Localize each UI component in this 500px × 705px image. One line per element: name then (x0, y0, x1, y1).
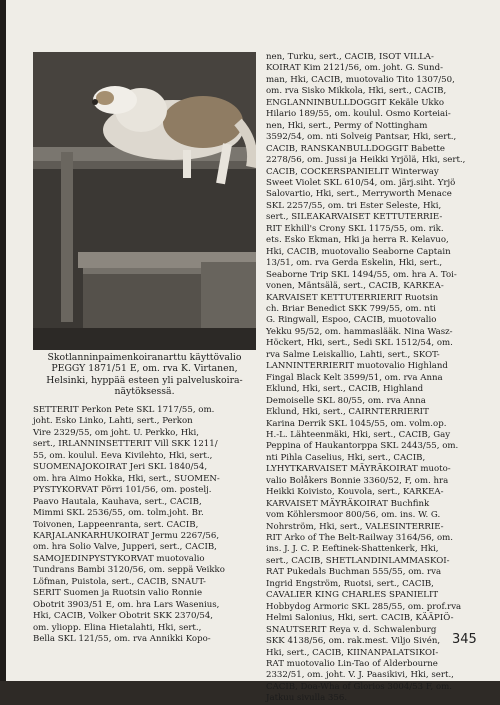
text-line: sert., SILEAKARVAISET KETTUTERRIE- (266, 212, 443, 223)
caption-line: Skotlanninpaimenkoiranarttu käyttövalio (47, 352, 242, 363)
text-line: 2332/51, om. joht. V. J. Paasikivi, Hki, sert., (266, 670, 454, 681)
text-line: 13/51, om. rva Gerda Eskelin, Hki, sert., (266, 258, 443, 269)
text-line: Seaborne Trip SKL 1494/55, om. hra A. Toi- (266, 269, 457, 280)
text-line: Hki, sert., CACIB, KIINANPALATSIKOI- (266, 647, 439, 658)
caption-line: näytöksessä. (114, 386, 175, 398)
text-line: SNAUTSERIT Reya v. d. Schwalenburg (266, 624, 437, 635)
text-line: CACIB, RANSKANBULLDOGGIT Babette (266, 143, 445, 154)
text-line: 3592/54, om. nti Solveig Pantsar, Hki, sert., (266, 132, 457, 143)
text-line: valio Bolåkers Bonnie 3360/52, F, om. hra (266, 475, 449, 486)
text-line: Toivonen, Lappeenranta, sert. CACIB, (33, 519, 199, 530)
text-line: KARJALANKARHUKOIRAT Jermu 2267/56, (33, 530, 220, 541)
page-number: 345 (452, 632, 477, 647)
text-line: 2278/56, om. Jussi ja Heikki Yrjölä, Hki, sert., (266, 155, 466, 166)
text-line: SKK 4138/56, om. rak.mest. Viljo Sivén, (266, 636, 441, 647)
text-line: Sweet Violet SKL 610/54, om. järj.siht. Yrjö (266, 177, 456, 188)
text-line: CACIB, Doa-Wha of Glorios 3004/53 F, om. (266, 681, 452, 692)
text-line: joht. Esko Linko, Lahti, sert., Perkon (33, 416, 193, 427)
text-line: nen, Hki, sert., Permy of Nottingham (266, 120, 428, 131)
text-line: SERIT Suomen ja Ruotsin valio Ronnie (33, 588, 203, 599)
text-line: ets. Esko Ekman, Hki ja herra R. Kelavuo, (266, 235, 449, 246)
left-text-column (33, 405, 257, 646)
text-line: Löfman, Puistola, sert., CACIB, SNAUT- (33, 576, 206, 587)
text-line: Bella SKL 121/55, om. rva Annikki Kopo- (33, 634, 211, 645)
text-line: G. Ringwall, Espoo, CACIB, muotovalio (266, 315, 437, 326)
text-line: Hki, CACIB, muotovalio Seaborne Captain (266, 246, 451, 257)
text-line: Eklund, Hki, sert., CAIRNTERRIERIT (266, 407, 429, 418)
caption-line: Helsinki, hyppää esteen yli palveluskoira- (46, 374, 243, 386)
text-line: sert., CACIB, SHETLANDINLAMMASKOI- (266, 555, 450, 566)
text-line: RIT Arko of The Belt-Railway 3164/56, om. (266, 533, 454, 544)
text-line: Vire 2329/55, om joht. U. Perkko, Hki, (33, 427, 199, 438)
text-line: H.-L. Lähteenmäki, Hki, sert., CACIB, Gay (266, 429, 451, 440)
text-line: Hki, CACIB, Volker Obotrit SKK 2370/54, (33, 611, 214, 622)
collie-jumping-illustration (33, 52, 256, 350)
right-text-column (266, 52, 476, 705)
text-line: Fingal Black Kelt 3599/51, om. rva Anna (266, 372, 443, 383)
text-line: nen, Turku, sert., CACIB, ISOT VILLA- (266, 52, 434, 62)
caption-line: PEGGY 1871/51 E, om. rva K. Virtanen, (51, 363, 238, 375)
text-line: Heikki Koivisto, Kouvola, sert., KARKEA- (266, 487, 444, 498)
text-line: Hilario 189/55, om. koulul. Osmo Korteiai- (266, 109, 451, 120)
text-line: vonen, Mäntsälä, sert., CACIB, KARKEA- (266, 281, 444, 292)
text-line: Peppina of Haukantorppa SKL 2443/55, om. (266, 441, 459, 452)
text-line: Karina Derrik SKL 1045/55, om. volm.op. (266, 418, 447, 429)
photo-caption (33, 352, 256, 398)
text-line: SKL 2257/55, om. tri Ester Seleste, Hki, (266, 200, 442, 211)
text-line: Mimmi SKL 2536/55, om. tolm.joht. Br. (33, 508, 204, 519)
text-line: ENGLANNINBULLDOGGIT Kekäle Ukko (266, 97, 445, 108)
dog-photo (33, 52, 256, 350)
text-line: Jatkuu sivulla 356. (266, 693, 348, 704)
text-line: Helmi Salonius, Hki, sert. CACIB, KÄÄPIÖ- (266, 613, 454, 624)
text-line: KOIRAT Kim 2121/56, om. joht. G. Sund- (266, 63, 443, 74)
text-line: PYSTYKORVAT Pörri 101/56, om. postelj. (33, 485, 212, 496)
text-line: Salovartio, Hki, sert., Merryworth Menace (266, 189, 452, 200)
text-line: Eklund, Hki, sert., CACIB, Highland (266, 384, 424, 395)
text-line: ins. J. J. C. P. Eeftinek-Shattenkerk, Hki, (266, 544, 439, 555)
text-line: Tundrans Bambi 3120/56, om. seppä Veikko (33, 565, 225, 576)
text-line: sert., IRLANNINSETTERIT Vill SKK 1211/ (33, 439, 218, 450)
text-line: Paavo Hautala, Kauhava, sert., CACIB, (33, 496, 202, 507)
text-line: RAT Pukedals Buchman 555/55, om. rva (266, 567, 442, 578)
text-line: Höckert, Hki, sert., Sedi SKL 1512/54, om. (266, 338, 453, 349)
text-line: ch. Briar Benedict SKK 799/55, om. nti (266, 303, 436, 314)
text-line: KARVAISET MÄYRÄKOIRAT Buchfink (266, 498, 430, 509)
text-line: CAVALIER KING CHARLES SPANIELIT (266, 590, 439, 601)
text-line: LANNINTERRIERIT muotovalio Highland (266, 361, 448, 372)
text-line: rva Salme Leiskallio, Lahti, sert., SKOT- (266, 349, 440, 360)
text-line: SETTERIT Perkon Pete SKL 1717/55, om. (33, 405, 215, 415)
text-line: om. hra Solio Valve, Jupperi, sert., CACIB, (33, 542, 217, 553)
text-line: RAT muotovalio Lin-Tao of Alderbourne (266, 659, 438, 670)
text-line: SAMOJEDINPYSTYKORVAT muotovalio (33, 553, 205, 564)
text-line: KARVAISET KETTUTERRIERIT Ruotsin (266, 292, 439, 303)
text-line: Obotrit 3903/51 E, om. hra Lars Wasenius, (33, 599, 220, 610)
text-line: CACIB, COCKERSPANIELIT Winterway (266, 166, 439, 177)
text-line: nti Pihla Caselius, Hki, sert., CACIB, (266, 452, 426, 463)
text-line: 55, om. koulul. Eeva Kivilehto, Hki, sert., (33, 450, 213, 461)
text-line: man, Hki, CACIB, muotovalio Tito 1307/50, (266, 74, 455, 85)
text-line: Ingrid Engström, Ruotsi, sert., CACIB, (266, 578, 434, 589)
text-line: LYHYTKARVAISET MÄYRÄKOIRAT muoto- (266, 464, 451, 475)
text-line: om. hra Aimo Hokka, Hki, sert., SUOMEN- (33, 473, 220, 484)
text-line: RIT Ekhill's Crony SKL 1175/55, om. rik. (266, 223, 444, 234)
text-line: Demoiselle SKL 80/55, om. rva Anna (266, 395, 426, 406)
text-line: Nohrström, Hki, sert., VALESINTERRIE- (266, 521, 444, 532)
text-line: om. yliopp. Elina Hietalahti, Hki, sert., (33, 622, 202, 633)
text-line: Yekku 95/52, om. hammaslääk. Nina Wasz- (266, 326, 453, 337)
text-line: om. rva Sisko Mikkola, Hki, sert., CACIB, (266, 86, 447, 97)
text-line: SUOMENAJOKOIRAT Jeri SKL 1840/54, (33, 462, 208, 473)
text-line: vom Köhlersmoor 800/56, om. ins. W. G. (266, 510, 441, 521)
text-line: Hobbydog Armoric SKL 285/55, om. prof.rva (266, 601, 462, 612)
